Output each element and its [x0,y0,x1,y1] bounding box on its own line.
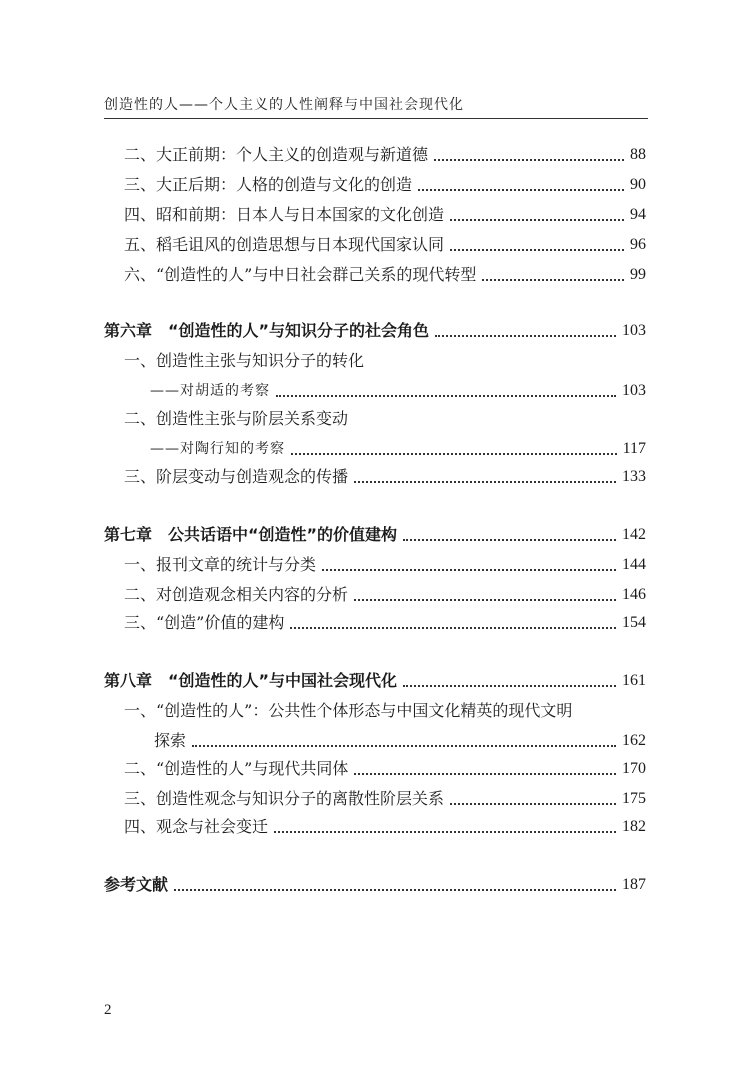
toc-entry-title: 二、“创造性的人”与现代共同体 [124,759,349,778]
toc-entry-page: 103 [622,322,646,339]
dot-leader [434,159,624,161]
dot-leader [322,569,616,571]
toc-entry-title: 四、观念与社会变迁 [124,817,269,836]
toc-chapter-title: 参考文献 [104,875,169,894]
dot-leader [291,453,617,455]
dot-leader [450,803,616,805]
dot-leader [354,481,616,483]
toc-entry-page: 117 [622,440,646,457]
page-number: 2 [104,1002,112,1018]
toc-entry-title: 二、大正前期：个人主义的创造观与新道德 [124,145,429,164]
toc-entry[interactable] [124,140,646,166]
toc-entry-title: 四、昭和前期：日本人与日本国家的文化创造 [124,205,445,224]
toc-entry-title: 三、大正后期：人格的创造与文化的创造 [124,175,413,194]
toc-entry[interactable] [124,580,646,606]
toc-chapter[interactable] [104,666,646,692]
dot-leader [274,831,616,833]
dot-leader [450,249,624,251]
toc-entry-title: 五、稻毛诅风的创造思想与日本现代国家认同 [124,235,445,254]
toc-entry-page: 144 [622,556,646,573]
toc-entry-page: 187 [622,876,646,893]
toc-subentry[interactable] [150,376,646,402]
dot-leader [354,773,616,775]
dot-leader [403,685,616,687]
toc-entry-page: 90 [630,176,646,193]
toc-entry[interactable] [124,608,646,634]
toc-entry[interactable] [124,200,646,226]
toc-entry-page: 88 [630,146,646,163]
toc-entry[interactable] [124,754,646,780]
toc-entry-title: 三、阶层变动与创造观念的传播 [124,467,349,486]
dot-leader [174,889,616,891]
toc-entry[interactable] [124,784,646,810]
dot-leader [290,627,616,629]
toc-entry[interactable] [124,462,646,488]
toc-entry[interactable] [124,170,646,196]
running-header: 创造性的人——个人主义的人性阐释与中国社会现代化 [104,97,464,113]
toc-entry[interactable] [124,550,646,576]
toc-chapter[interactable] [104,316,646,342]
dot-leader [354,599,616,601]
toc-entry[interactable] [124,230,646,256]
toc-entry[interactable] [124,260,646,286]
toc-entry-title: 三、“创造”价值的建构 [124,613,285,632]
toc-entry-page: 99 [630,266,646,283]
toc-subentry-title: ——对胡适的考察 [150,383,270,399]
toc-chapter[interactable] [104,520,646,546]
toc-entry[interactable] [124,346,646,372]
toc-entry-title: 探索 [154,731,187,750]
toc-entry-title: 一、报刊文章的统计与分类 [124,555,317,574]
toc-entry-page: 161 [622,672,646,689]
toc-chapter-title: 第七章 公共话语中“创造性”的价值建构 [104,525,398,544]
toc-entry-page: 142 [622,526,646,543]
dot-leader [192,745,616,747]
toc-chapter-title: 第八章 “创造性的人”与中国社会现代化 [104,671,398,690]
toc-entry-title: 一、创造性主张与知识分子的转化 [124,351,365,370]
dot-leader [418,189,624,191]
toc-subentry-title: ——对陶行知的考察 [150,441,285,457]
toc-entry-page: 103 [622,382,646,399]
toc-entry-page: 162 [622,732,646,749]
toc-entry[interactable] [124,812,646,838]
dot-leader [276,395,616,397]
dot-leader [482,279,624,281]
toc-entry-page: 154 [622,614,646,631]
toc-entry[interactable] [124,404,646,430]
toc-chapter[interactable] [104,870,646,896]
dot-leader [435,335,616,337]
toc-entry-page: 175 [622,790,646,807]
toc-entry-page: 170 [622,760,646,777]
toc-entry-title: 三、创造性观念与知识分子的离散性阶层关系 [124,789,445,808]
toc-entry-title: 二、对创造观念相关内容的分析 [124,585,349,604]
toc-subentry[interactable] [150,434,646,460]
dot-leader [403,539,616,541]
toc-chapter-title: 第六章 “创造性的人”与知识分子的社会角色 [104,321,430,340]
toc-entry-page: 96 [630,236,646,253]
toc-entry-page: 133 [622,468,646,485]
toc-entry-page: 94 [630,206,646,223]
toc-entry-page: 182 [622,818,646,835]
toc-entry[interactable] [124,696,646,722]
toc-entry-title: 二、创造性主张与阶层关系变动 [124,409,349,428]
dot-leader [450,219,624,221]
toc-entry-page: 146 [622,586,646,603]
toc-entry-title: 一、“创造性的人”：公共性个体形态与中国文化精英的现代文明 [124,701,573,720]
toc-entry[interactable] [154,726,646,752]
toc-entry-title: 六、“创造性的人”与中日社会群己关系的现代转型 [124,265,477,284]
